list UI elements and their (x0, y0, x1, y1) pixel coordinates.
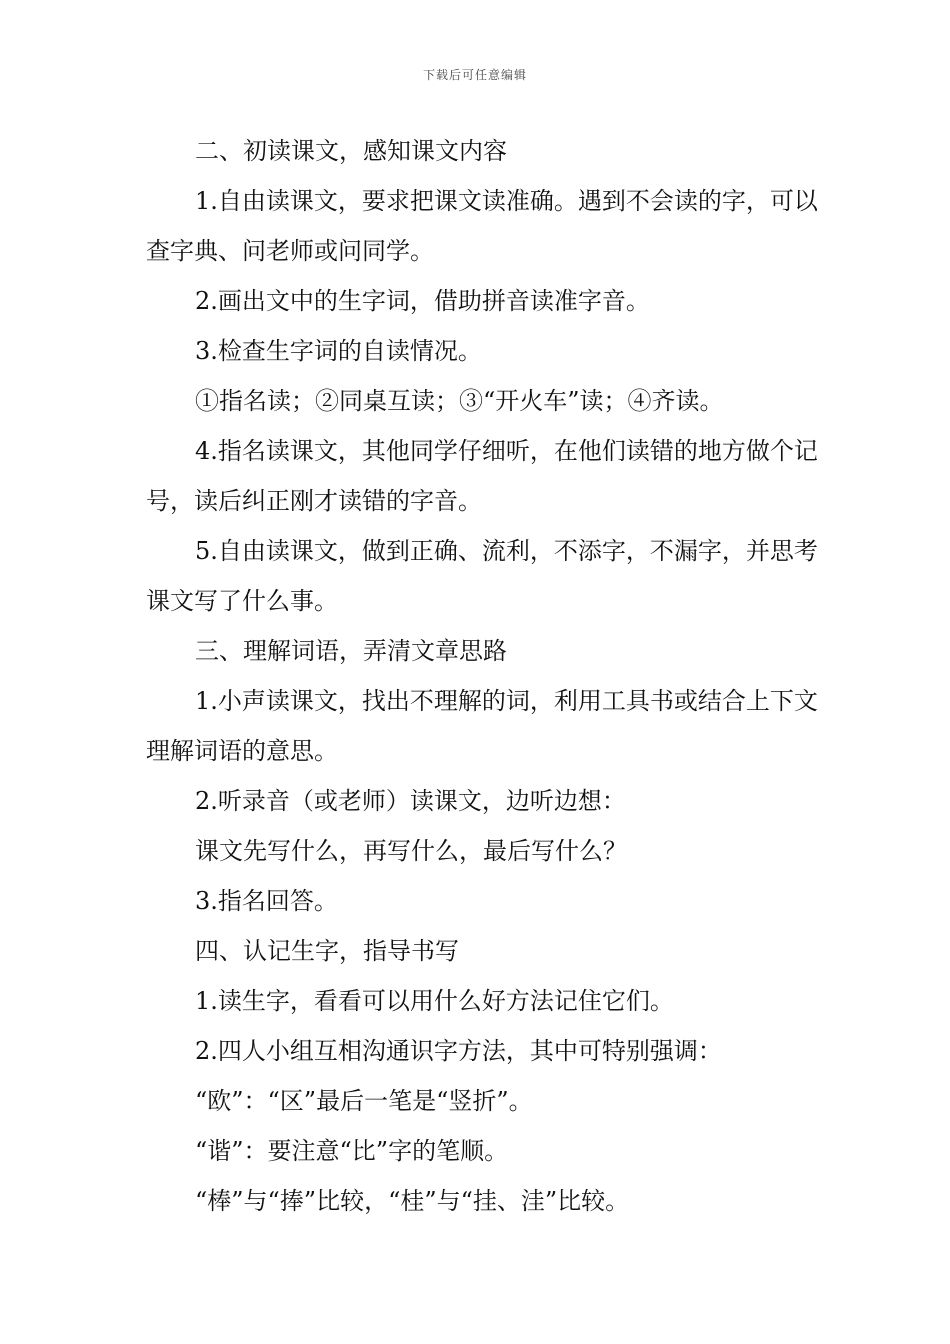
paragraph: 3.指名回答。 (195, 887, 338, 915)
paragraph: “欧”：“区”最后一笔是“竖折”。 (195, 1087, 533, 1115)
paragraph: “谐”：要注意“比”字的笔顺。 (195, 1137, 509, 1165)
paragraph: 2.四人小组互相沟通识字方法，其中可特别强调： (195, 1037, 722, 1065)
paragraph: 1.读生字，看看可以用什么好方法记住它们。 (195, 987, 674, 1015)
paragraph: 3.检查生字词的自读情况。 (195, 337, 482, 365)
paragraph: 4.指名读课文，其他同学仔细听，在他们读错的地方做个记号，读后纠正刚才读错的字音。 (146, 437, 818, 515)
document-body (146, 126, 830, 1226)
section-heading-3: 三、理解词语，弄清文章思路 (195, 637, 507, 665)
page-header: 下载后可任意编辑 (422, 68, 527, 82)
paragraph: 1.自由读课文，要求把课文读准确。遇到不会读的字，可以查字典、问老师或问同学。 (146, 187, 818, 265)
paragraph: 1.小声读课文，找出不理解的词，利用工具书或结合上下文理解词语的意思。 (146, 687, 818, 765)
paragraph: 2.听录音（或老师）读课文，边听边想： (195, 787, 626, 815)
paragraph: 2.画出文中的生字词，借助拼音读准字音。 (195, 287, 650, 315)
section-heading-4: 四、认记生字，指导书写 (195, 937, 459, 965)
section-heading-2: 二、初读课文，感知课文内容 (195, 137, 507, 165)
paragraph: “棒”与“捧”比较，“桂”与“挂、洼”比较。 (195, 1187, 630, 1215)
paragraph: ①指名读；②同桌互读；③“开火车”读；④齐读。 (195, 387, 724, 415)
paragraph: 课文先写什么，再写什么，最后写什么？ (195, 837, 627, 865)
paragraph: 5.自由读课文，做到正确、流利，不添字，不漏字，并思考课文写了什么事。 (146, 537, 818, 615)
